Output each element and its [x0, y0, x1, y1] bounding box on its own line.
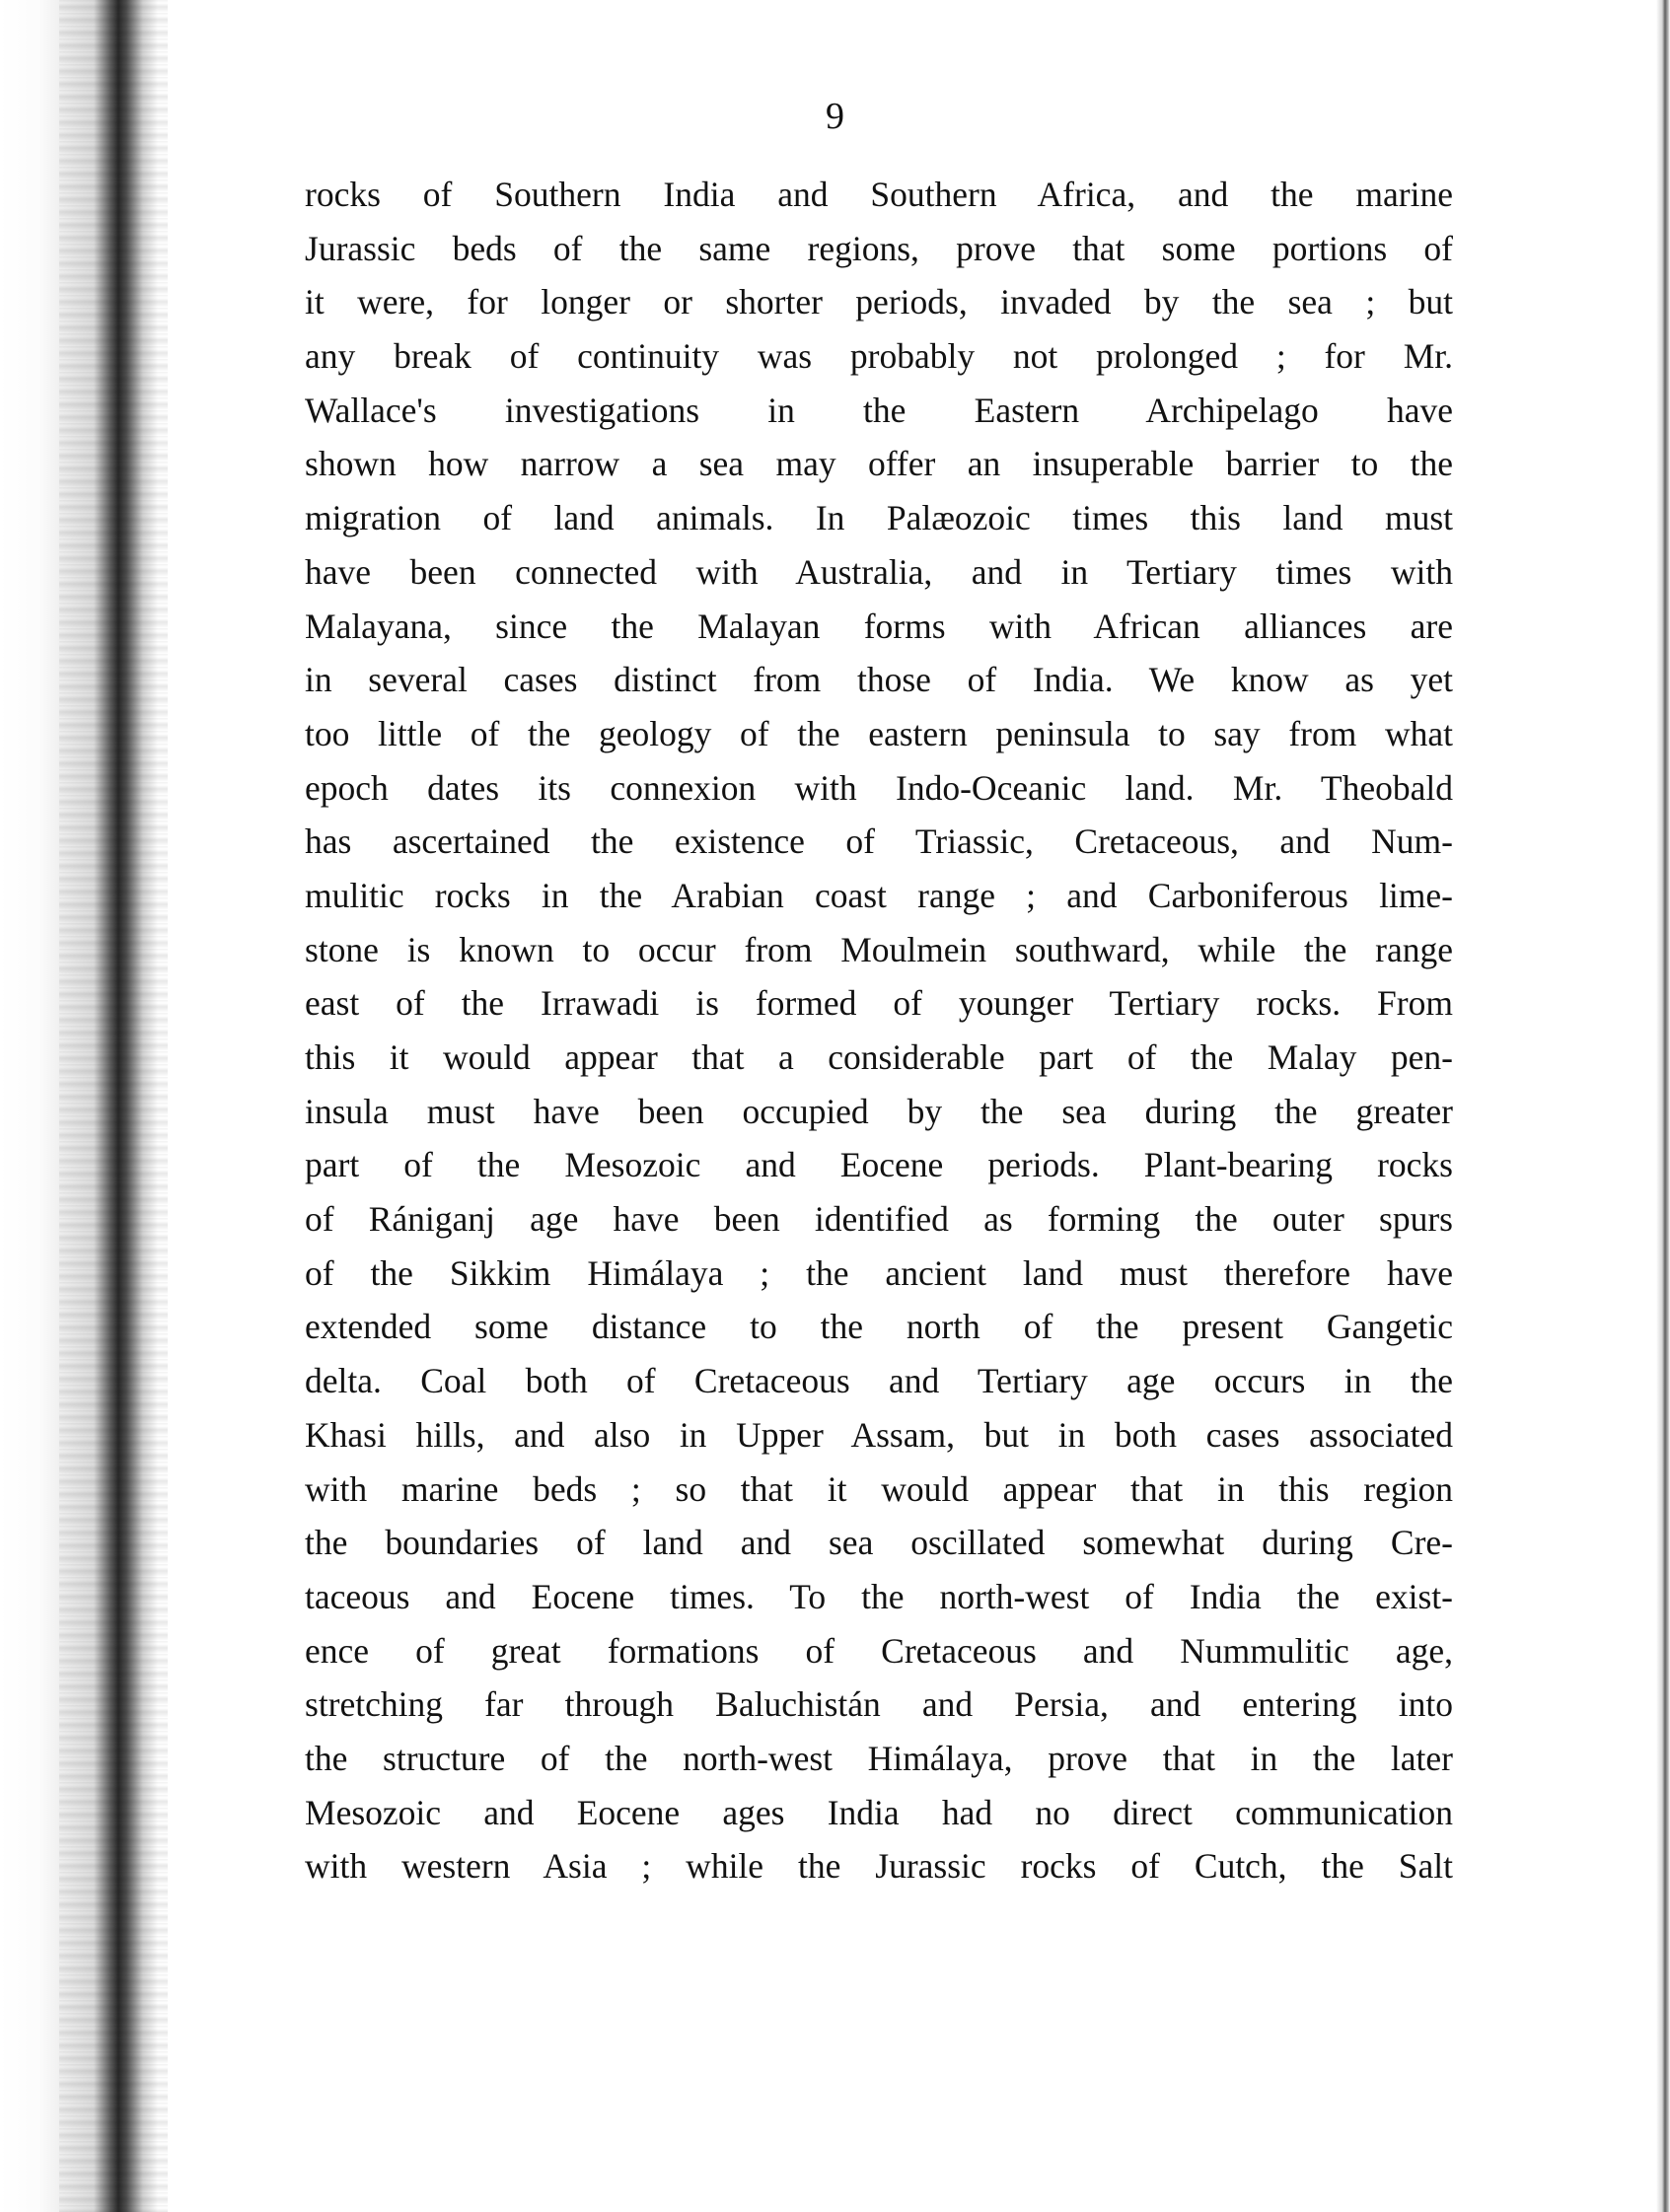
text-line: Wallace's investigations in the Eastern Archipelago have — [305, 390, 1453, 430]
text-line: have been connected with Australia, and in Tertiary times with — [305, 551, 1453, 592]
text-line: Jurassic beds of the same regions, prove that some portions of — [305, 228, 1453, 268]
scan-speckle — [59, 0, 168, 2212]
text-line: with western Asia ; while the Jurassic rocks of Cutch, the Salt — [305, 1846, 1453, 1887]
text-line: delta. Coal both of Cretaceous and Tertiary age occurs in the — [305, 1361, 1453, 1401]
text-line: shown how narrow a sea may offer an insuperable barrier to the — [305, 444, 1453, 484]
text-line: has ascertained the existence of Triassic, Cretaceous, and Num- — [305, 821, 1453, 862]
text-line: part of the Mesozoic and Eocene periods. Plant-bearing rocks — [305, 1145, 1453, 1185]
text-line: it were, for longer or shorter periods, invaded by the sea ; but — [305, 282, 1453, 322]
text-line: ence of great formations of Cretaceous and Nummulitic age, — [305, 1630, 1453, 1671]
text-line: too little of the geology of the eastern peninsula to say from what — [305, 713, 1453, 753]
text-line: taceous and Eocene times. To the north-west of India the exist- — [305, 1576, 1453, 1616]
text-line: mulitic rocks in the Arabian coast range ; and Carboniferous lime- — [305, 875, 1453, 915]
text-line: stone is known to occur from Moulmein southward, while the range — [305, 929, 1453, 969]
right-edge-shadow — [1656, 0, 1670, 2212]
text-line: insula must have been occupied by the sea during the greater — [305, 1091, 1453, 1131]
text-line: of Rániganj age have been identified as forming the outer spurs — [305, 1199, 1453, 1240]
text-line: Mesozoic and Eocene ages India had no direct communication — [305, 1792, 1453, 1832]
text-line: epoch dates its connexion with Indo-Oceanic land. Mr. Theobald — [305, 767, 1453, 808]
text-line: Khasi hills, and also in Upper Assam, but in both cases associated — [305, 1414, 1453, 1455]
text-line: this it would appear that a considerable part of the Malay pen- — [305, 1037, 1453, 1077]
text-line: Malayana, since the Malayan forms with African alliances are — [305, 606, 1453, 646]
body-text — [305, 168, 1453, 1893]
text-line: any break of continuity was probably not prolonged ; for Mr. — [305, 336, 1453, 377]
text-line: the boundaries of land and sea oscillated somewhat during Cre- — [305, 1523, 1453, 1563]
text-line: rocks of Southern India and Southern Africa, and the marine — [305, 175, 1453, 214]
text-line: east of the Irrawadi is formed of younger Tertiary rocks. From — [305, 983, 1453, 1024]
page-number: 9 — [826, 96, 844, 137]
text-line: the structure of the north-west Himálaya, prove that in the later — [305, 1738, 1453, 1778]
text-line: with marine beds ; so that it would appear that in this region — [305, 1468, 1453, 1509]
text-line: extended some distance to the north of the present Gangetic — [305, 1307, 1453, 1347]
text-line: in several cases distinct from those of India. We know as yet — [305, 660, 1453, 700]
text-line: of the Sikkim Himálaya ; the ancient land must therefore have — [305, 1252, 1453, 1293]
text-line: migration of land animals. In Palæozoic times this land must — [305, 498, 1453, 538]
text-line: stretching far through Baluchistán and Persia, and entering into — [305, 1684, 1453, 1725]
